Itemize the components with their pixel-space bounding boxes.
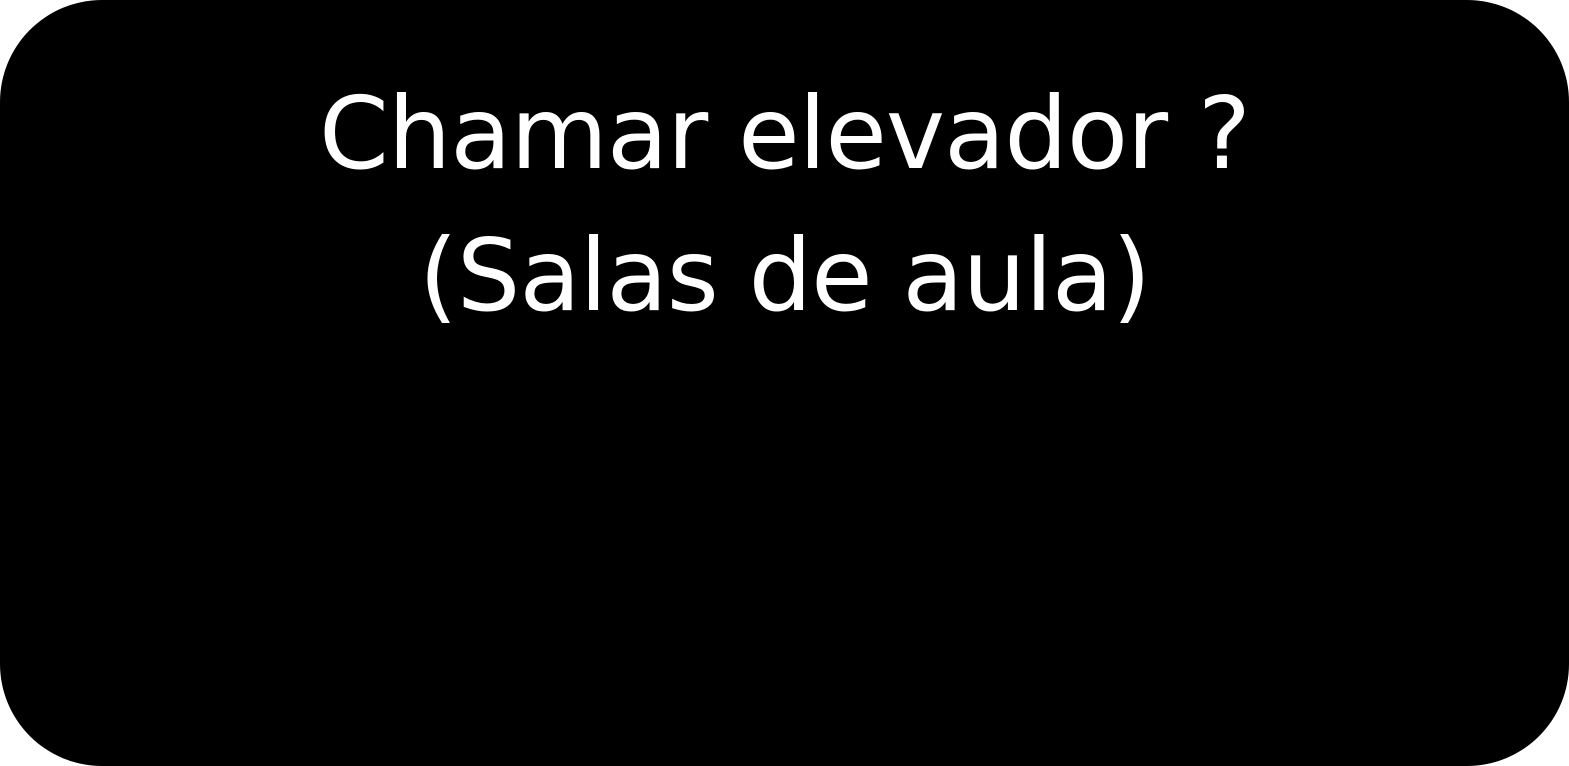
call-elevator-question: Chamar elevador ?	[319, 75, 1250, 192]
destination-label: (Salas de aula)	[418, 217, 1151, 334]
